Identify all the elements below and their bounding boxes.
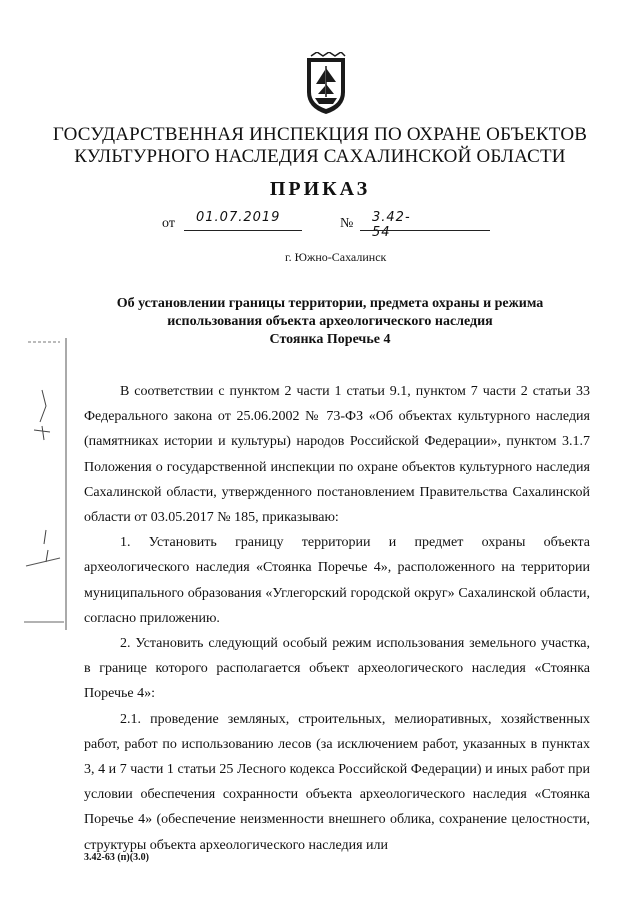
number-value: 3.42-54 bbox=[372, 210, 411, 240]
body-paragraph-item-2-1: 2.1. проведение земляных, строительных, мелиоративных, хозяйственных работ, работ по использованию лесов (за исключением работ, указанных в пунктах 3, 4 и 7 части 1 статьи 25 Лесного кодекса Российской Федерации) и иных работ при условии обеспечения сохранности объекта археологического наследия «Стоянка Поречье 4» (обеспечение неизменности внешнего облика, сохранение целостности, структуры объекта археологического наследия или bbox=[84, 711, 590, 853]
body-paragraph-preamble: В соответствии с пунктом 2 части 1 статьи 9.1, пунктом 7 части 2 статьи 33 Федерального закона от 25.06.2002 № 73-ФЗ «Об объектах культурного наследия (памятниках истории и культуры) народов Российской Федерации», пунктом 3.1.7 Положения о государственной инспекции по охране объектов культурного наследия Сахалинской области, утвержденного постановлением Правительства Сахалинской области от 03.05.2017 № 185, приказываю: bbox=[84, 384, 590, 526]
document-code: 3.42-63 (п)(3.0) bbox=[84, 852, 149, 863]
date-underline bbox=[184, 230, 302, 231]
number-underline bbox=[360, 230, 490, 231]
coat-of-arms-icon bbox=[303, 52, 349, 116]
body-paragraph-item-2: 2. Установить следующий особый режим использования земельного участка, в границе которого располагается объект археологического наследия «Стоянка Поречье 4»: bbox=[84, 636, 590, 702]
agency-title-line2: КУЛЬТУРНОГО НАСЛЕДИЯ САХАЛИНСКОЙ ОБЛАСТИ bbox=[74, 146, 566, 167]
agency-title-line1: ГОСУДАРСТВЕННАЯ ИНСПЕКЦИЯ ПО ОХРАНЕ ОБЪЕКТОВ bbox=[52, 124, 588, 145]
body-paragraph-item-1: 1. Установить границу территории и предмет охраны объекта археологического наследия «Стоянка Поречье 4», расположенного на территории муниципального образования «Углегорский городской округ» Сахалинской области, согласно приложению. bbox=[84, 535, 590, 626]
agency-title bbox=[40, 124, 600, 168]
date-label: от bbox=[162, 216, 175, 231]
order-body bbox=[84, 379, 590, 858]
document-type-heading: ПРИКАЗ bbox=[269, 178, 371, 200]
number-label: № bbox=[340, 216, 354, 231]
subject-line3: Стоянка Поречье 4 bbox=[269, 332, 391, 347]
subject-line2: использования объекта археологического наследия bbox=[167, 314, 493, 329]
order-subject bbox=[90, 295, 570, 349]
subject-line1: Об установлении границы территории, предмета охраны и режима bbox=[116, 296, 544, 311]
date-value: 01.07.2019 bbox=[196, 210, 281, 225]
city-label: г. Южно-Сахалинск bbox=[285, 250, 387, 264]
scan-margin-marks bbox=[20, 330, 80, 630]
